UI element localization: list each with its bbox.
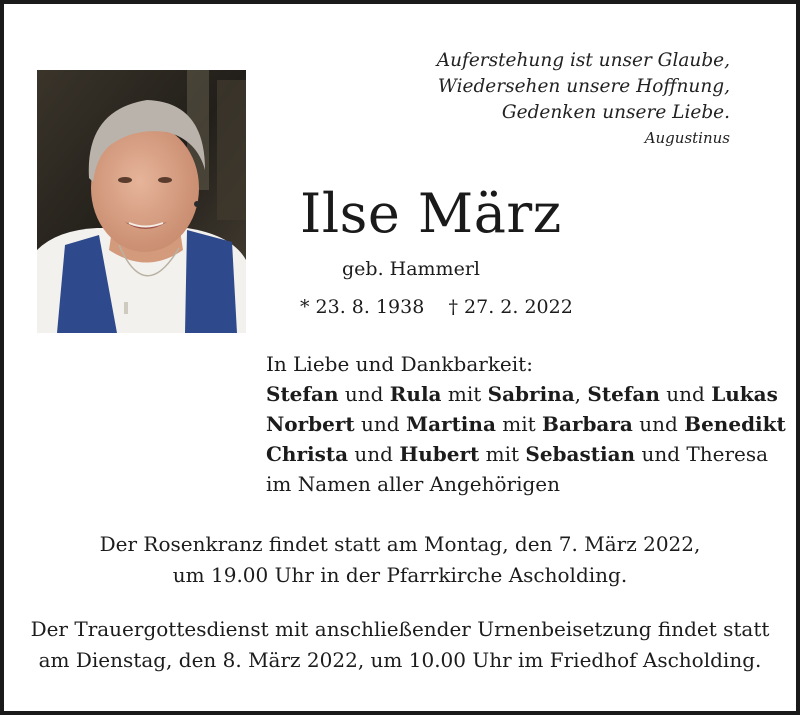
memorial-quote xyxy=(437,48,730,150)
family-line xyxy=(266,379,786,409)
family-member-name: Rula xyxy=(389,382,442,406)
family-closing: im Namen aller Angehörigen xyxy=(266,472,561,496)
quote-line: Auferstehung ist unser Glaube, xyxy=(436,50,730,71)
portrait-photo xyxy=(37,70,246,333)
rosary-line: Der Rosenkranz findet statt am Montag, den 7. März 2022, xyxy=(99,532,701,556)
family-intro: In Liebe und Dankbarkeit: xyxy=(266,352,533,376)
family-member-name: Christa xyxy=(266,442,349,466)
family-member-name: Stefan xyxy=(587,382,660,406)
quote-line: Gedenken unsere Liebe. xyxy=(501,102,730,123)
birth-date: * 23. 8. 1938 xyxy=(300,296,425,318)
family-connector: und xyxy=(354,412,406,436)
family-connector: , xyxy=(574,382,588,406)
family-section xyxy=(266,349,786,499)
family-members xyxy=(266,379,786,469)
family-line xyxy=(266,409,786,439)
family-member-name: Norbert xyxy=(266,412,355,436)
family-connector: und xyxy=(632,412,685,436)
life-dates xyxy=(300,294,573,320)
family-connector: mit xyxy=(441,382,488,406)
family-line xyxy=(266,439,786,469)
family-member-name: Hubert xyxy=(399,442,480,466)
family-member-name: Benedikt xyxy=(684,412,786,436)
family-member-name: Martina xyxy=(405,412,496,436)
family-connector: mit xyxy=(495,412,543,436)
quote-line: Wiedersehen unsere Hoffnung, xyxy=(437,76,730,97)
family-member-name: Sabrina xyxy=(487,382,575,406)
deceased-name: Ilse März xyxy=(300,182,562,245)
family-connector: und xyxy=(338,382,390,406)
funeral-info xyxy=(8,614,792,676)
funeral-line: am Dienstag, den 8. März 2022, um 10.00 Uhr im Friedhof Ascholding. xyxy=(38,648,762,672)
family-connector: und xyxy=(348,442,400,466)
family-connector: und xyxy=(659,382,712,406)
maiden-name: geb. Hammerl xyxy=(342,258,480,280)
family-member-name: Lukas xyxy=(711,382,778,406)
family-connector: und Theresa xyxy=(635,442,769,466)
family-member-name: Sebastian xyxy=(525,442,636,466)
family-member-name: Barbara xyxy=(542,412,633,436)
death-date: † 27. 2. 2022 xyxy=(448,296,573,318)
funeral-line: Der Trauergottesdienst mit anschließender Urnenbeisetzung findet statt xyxy=(30,617,770,641)
rosary-info xyxy=(8,529,792,591)
quote-author: Augustinus xyxy=(644,129,730,147)
rosary-line: um 19.00 Uhr in der Pfarrkirche Ascholding. xyxy=(172,563,628,587)
family-member-name: Stefan xyxy=(266,382,339,406)
family-connector: mit xyxy=(479,442,526,466)
